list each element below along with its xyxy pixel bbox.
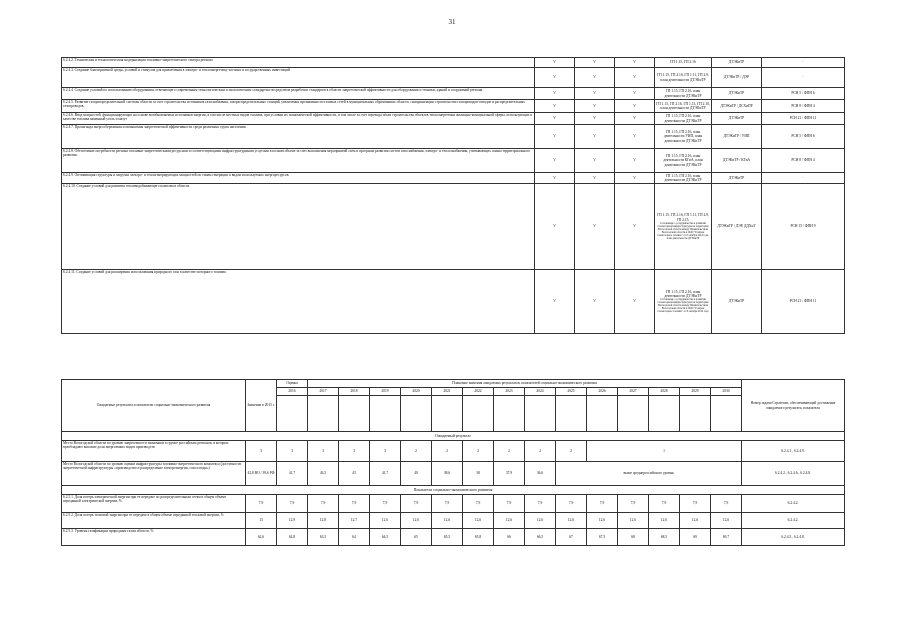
mark-2026-2030-text: V — [633, 103, 636, 108]
measure-documents-text: ГП 1.15, ГП 2.16, план деятельности КГиА, план деятельности ДТЭКиТР — [663, 154, 703, 167]
result-task: 6.2.4.1., 6.2.4.9. — [742, 441, 845, 462]
indicator-value: 7,9 — [401, 495, 432, 513]
measure-row — [62, 173, 845, 184]
mark-2021-2025-text: V — [593, 103, 596, 108]
mark-2021-2025 — [575, 113, 615, 125]
measure-executor — [712, 113, 762, 125]
indicator-task: 6.2.4.2. — [742, 513, 845, 529]
mark-2026-2030 — [615, 113, 655, 125]
header-spacer-cell — [308, 396, 339, 432]
measure-executor — [712, 270, 762, 334]
header-base: Значение в 2015 г. — [246, 380, 277, 432]
measure-row — [62, 184, 845, 270]
measure-executor — [712, 173, 762, 184]
measure-text-text: 6.2.4.7. Пропаганда энергосбережения и повышения энергетической эффективности среди различных групп населения. — [63, 125, 247, 129]
measure-text-text: 6.2.4.8. Обеспечение потребности региона топливно-энергетическими ресурсами и соответствующими инфраструктурными услугами в полном объеме за счет выполнения мероприятий схем и программ развития систем газоснабжения, электро- и теплоснабжения, учитывающих планы территориального развития. — [63, 149, 531, 158]
year-header: 2030 — [711, 388, 742, 396]
result-value: 3 — [339, 441, 370, 462]
indicator-value: 65,5 — [432, 529, 463, 546]
indicator-value: 67 — [556, 529, 587, 546]
indicator-row — [62, 513, 845, 529]
indicator-value: 12,7 — [339, 513, 370, 529]
result-value: 2 — [556, 441, 587, 462]
measure-documents — [655, 125, 712, 149]
measure-row — [62, 58, 845, 68]
mark-2026-2030 — [615, 88, 655, 100]
year-header: 2023 — [494, 388, 525, 396]
result-value: 41,7 — [277, 462, 308, 486]
indicator-label: 6.2.5.2. Доля потерь тепловой энергии при ее передаче в общем объеме переданной тепловой энергии, % — [62, 513, 246, 529]
page-number: 31 — [448, 18, 456, 26]
mark-2021-2025-text: V — [593, 91, 596, 96]
mark-2021-2025 — [575, 88, 615, 100]
mark-2021-2025 — [575, 173, 615, 184]
measure-text — [62, 149, 535, 173]
mark-2026-2030-text: V — [633, 158, 636, 163]
mark-2016-2020 — [535, 173, 575, 184]
measure-row — [62, 125, 845, 149]
year-header: 2022 — [463, 388, 494, 396]
measure-documents — [655, 173, 712, 184]
mark-2021-2025 — [575, 270, 615, 334]
measure-text — [62, 270, 535, 334]
result-base: 42,8 ВО / 39,6 РФ — [246, 462, 277, 486]
indicator-value: 12,6 — [494, 513, 525, 529]
mark-2016-2020-text: V — [553, 116, 556, 121]
mark-2021-2025 — [575, 68, 615, 88]
measure-text — [62, 184, 535, 270]
measure-documents-text: ГП 1.15, ГП 2.16, план деятельности ДТЭКиТР — [664, 89, 702, 98]
indicator-row — [62, 529, 845, 546]
mark-2021-2025-text: V — [593, 224, 596, 229]
result-label: Место Вологодской области по уровню оценки инфраструктуры топливно-энергетического комплекса (доступности энергетической инфраструктуры «производство и распределение электроэнергии, газа и воды») — [62, 462, 246, 486]
result-value: 2 — [401, 441, 432, 462]
mark-2021-2025-text: V — [593, 134, 596, 139]
measure-executor — [712, 149, 762, 173]
measure-executor-text: ДТЭКиТР — [728, 91, 745, 96]
year-header: 2025 — [556, 388, 587, 396]
header-estimate: Оценка — [277, 380, 308, 388]
measure-documents — [655, 58, 712, 68]
year-header: 2029 — [680, 388, 711, 396]
indicator-value: 67,5 — [587, 529, 618, 546]
indicator-label: 6.2.5.3. Уровень газификации природным газом области, % — [62, 529, 246, 546]
mark-2026-2030 — [615, 184, 655, 270]
measure-indicator-text: - — [802, 175, 804, 180]
measure-text-text: 6.2.4.4. Создание условий по использованию оборудования, отвечающего современным технологическим и экологическим стандартам посредством разработки стандартов в области энергетической эффективности для оборудования и техники, зданий и сооружений региона. — [63, 88, 484, 92]
agreement-note: Соглашение о сотрудничестве в развитии газомоторной инфраструктуры на территории Вологодской области между Правительством Вологодской области и ООО "Газпром газомоторное топливо" от 8 октября 2014 года, план деятельности ДТЭКиТР — [657, 221, 709, 240]
mark-2016-2020-text: V — [553, 75, 556, 80]
mark-2016-2020-text: V — [553, 175, 556, 180]
measure-text-text: 6.2.4.2. Техническая и технологическая модернизация топливно-энергетического сектора региона — [63, 58, 213, 62]
indicator-value: 7,9 — [618, 495, 649, 513]
measure-text-text: 6.2.4.3. Создание благоприятной среды, условий и стимулов для привлечения в электро- и теплоэнергетику частных и государственных инвестиций — [63, 68, 290, 72]
mark-2021-2025-text: V — [593, 75, 596, 80]
measure-documents-text: ГП 1.15, ГП 2.16, план деятельности ДТЭКиТР — [664, 173, 702, 182]
measure-documents-text: ГП 1.15, ГП 2.16, план деятельности ДТЭКиТР — [664, 289, 702, 298]
indicator-value: 7,9 — [463, 495, 494, 513]
mark-2016-2020 — [535, 113, 575, 125]
mark-2016-2020 — [535, 125, 575, 149]
measure-documents-text: ГП 1.15, ГП 2.16 — [670, 60, 696, 65]
indicator-value: 66 — [494, 529, 525, 546]
indicator-base: 13 — [246, 513, 277, 529]
result-value: 2 — [463, 441, 494, 462]
indicator-value: 12,6 — [711, 513, 742, 529]
mark-2016-2020 — [535, 58, 575, 68]
mark-2016-2020-text: V — [553, 134, 556, 139]
mark-2021-2025-text: V — [593, 116, 596, 121]
year-header: 2024 — [525, 388, 556, 396]
indicator-value: 7,9 — [370, 495, 401, 513]
result-value: 40 — [401, 462, 432, 486]
mark-2016-2020 — [535, 270, 575, 334]
measure-text — [62, 58, 535, 68]
indicator-value: 12,6 — [401, 513, 432, 529]
measure-documents — [655, 88, 712, 100]
measure-indicator-text: - — [802, 75, 804, 80]
mark-2021-2025 — [575, 125, 615, 149]
year-header: 2020 — [401, 388, 432, 396]
year-header: 2028 — [649, 388, 680, 396]
measure-executor — [712, 125, 762, 149]
measure-row — [62, 68, 845, 88]
indicator-value: 7,9 — [432, 495, 463, 513]
measure-row — [62, 149, 845, 173]
year-header: 2016 — [277, 388, 308, 396]
result-value: 3 — [308, 441, 339, 462]
measure-indicator-text: РСН 15 / ФПН 9 — [790, 224, 816, 229]
mark-2021-2025-text: V — [593, 175, 596, 180]
measure-executor — [712, 184, 762, 270]
mark-2026-2030-text: V — [633, 134, 636, 139]
indicator-value: 7,9 — [308, 495, 339, 513]
header-spacer-cell — [556, 396, 587, 432]
measure-executor — [712, 88, 762, 100]
measure-indicator-text: РСН 8 / ФПН 4 — [791, 158, 815, 163]
measure-text-text: 6.2.4.5. Развитие газораспределительной системы области за счет строительства источников газоснабжения, газораспределительных станций, увеличения протяженности газовых сетей в муниципальных образованиях области, синхронизации строительства газопроводов-отводов и распределительных газопроводов. — [63, 100, 525, 109]
mark-2021-2025-text: V — [593, 299, 596, 304]
result-value: 37,9 — [494, 462, 525, 486]
measure-documents — [655, 100, 712, 113]
results-header-row — [62, 380, 845, 388]
measure-indicator — [762, 68, 845, 88]
result-value: 3 — [277, 441, 308, 462]
measure-indicator — [762, 100, 845, 113]
agreement-note: Соглашение о сотрудничестве в развитии газомоторной инфраструктуры на территории Вологодской области между Правительством Вологодской области и ООО "Газпром газомоторное топливо" от 8 октября 2014 года — [657, 298, 709, 314]
indicator-value: 69,7 — [711, 529, 742, 546]
header-spacer-cell — [525, 396, 556, 432]
section-title: Показатели социально-экономического развития — [62, 486, 845, 495]
section-row — [62, 432, 845, 441]
header-spacer-cell — [463, 396, 494, 432]
measure-indicator — [762, 88, 845, 100]
result-value: 41,7 — [370, 462, 401, 486]
mark-2016-2020-text: V — [553, 224, 556, 229]
result-value: 38 — [463, 462, 494, 486]
header-spacer-cell — [711, 396, 742, 432]
result-value: 3 — [370, 441, 401, 462]
measure-documents-text: ГП 1.15, ГП 2.16, ГП 1.13, ГП 2.10, план деятельности ДТЭКиТР — [656, 101, 710, 110]
header-spacer-cell — [649, 396, 680, 432]
measure-documents-text: ГП 1.15, ГП 2.16, план деятельности УИП, план деятельности ДТЭКиТР — [663, 130, 703, 143]
indicator-value: 68 — [618, 529, 649, 546]
mark-2016-2020 — [535, 68, 575, 88]
result-value: 43 — [339, 462, 370, 486]
mark-2026-2030-text: V — [633, 224, 636, 229]
year-header: 2019 — [370, 388, 401, 396]
result-label: Место Вологодской области по уровню энергоемкости экономики в группе российских регионов, в которых преобладают высокие доли энергоемких видов производств — [62, 441, 246, 462]
indicator-value: 12,6 — [370, 513, 401, 529]
indicator-value: 64,5 — [370, 529, 401, 546]
measure-executor-text: ДТЭКиТР / УИП — [723, 134, 750, 139]
measure-indicator — [762, 270, 845, 334]
mark-2026-2030-text: V — [633, 116, 636, 121]
measure-indicator — [762, 58, 845, 68]
measure-text-text: 6.2.4.9. Оптимизация структуры и загрузки электро- и теплогенерирующих мощностей по типам генерации и видам используемых энергоресурсов. — [63, 173, 290, 177]
mark-2021-2025 — [575, 100, 615, 113]
result-value: 38,6 — [432, 462, 463, 486]
indicator-value: 7,9 — [494, 495, 525, 513]
measure-text-text: 6.2.4.11. Создание условий для расширения использования природного газа в качестве моторного топлива. — [63, 270, 227, 274]
section-title: Ожидаемый результат — [62, 432, 845, 441]
mark-2021-2025-text: V — [593, 158, 596, 163]
measure-documents-text: ГП 1.15, ГП 2.16, план деятельности ДТЭКиТР — [664, 114, 702, 123]
mark-2016-2020-text: V — [553, 299, 556, 304]
indicator-value: 7,9 — [711, 495, 742, 513]
indicator-value: 12,6 — [618, 513, 649, 529]
indicator-task: 6.2.4.5., 6.2.4.8. — [742, 529, 845, 546]
result-value: 2 — [432, 441, 463, 462]
measure-indicator-text: РСН 21 / ФПН 11 — [789, 116, 817, 121]
year-header: 2017 — [308, 388, 339, 396]
indicator-value: 12,6 — [463, 513, 494, 529]
indicator-value: 65,8 — [463, 529, 494, 546]
result-task: 6.2.4.2., 6.2.4.6., 6.2.4.8. — [742, 462, 845, 486]
mark-2021-2025-text: V — [593, 60, 596, 65]
result-merged: выше среднероссийского уровня — [556, 462, 742, 486]
year-header: 2026 — [587, 388, 618, 396]
header-task: Номер задачи Стратегии, обеспечивающей достижение ожидаемого результата, показателя — [742, 380, 845, 432]
indicator-task: 6.2.4.2. — [742, 495, 845, 513]
indicator-value: 12,6 — [587, 513, 618, 529]
measure-text — [62, 113, 535, 125]
header-spacer-cell — [401, 396, 432, 432]
indicator-value: 7,9 — [556, 495, 587, 513]
measure-indicator-text: - — [802, 60, 804, 65]
year-header: 2018 — [339, 388, 370, 396]
mark-2026-2030 — [615, 270, 655, 334]
result-row — [62, 441, 845, 462]
indicator-value: 7,9 — [525, 495, 556, 513]
mark-2021-2025 — [575, 58, 615, 68]
indicator-value: 64 — [339, 529, 370, 546]
mark-2026-2030-text: V — [633, 75, 636, 80]
header-spacer-cell — [370, 396, 401, 432]
mark-2021-2025 — [575, 149, 615, 173]
mark-2026-2030-text: V — [633, 299, 636, 304]
indicator-value: 66,5 — [525, 529, 556, 546]
result-base: 3 — [246, 441, 277, 462]
mark-2026-2030-text: V — [633, 175, 636, 180]
mark-2026-2030-text: V — [633, 60, 636, 65]
results-table — [61, 379, 845, 546]
indicator-value: 12,6 — [649, 513, 680, 529]
indicator-value: 12,9 — [277, 513, 308, 529]
measure-documents-text: ГП 1.15, ГП 2.16, ГП 1.11, ГП 2.9, план деятельности ДТЭКиТР — [657, 73, 709, 82]
mark-2016-2020-text: V — [553, 60, 556, 65]
measure-text — [62, 88, 535, 100]
result-merged: 1 — [587, 441, 742, 462]
indicator-value: 12,6 — [432, 513, 463, 529]
indicator-value: 69 — [680, 529, 711, 546]
indicator-label: 6.2.5.1. Доля потерь электрической энергии при ее передаче по распределительным сетям в общем объеме переданной электрической энергии, % — [62, 495, 246, 513]
result-value: 2 — [525, 441, 556, 462]
measure-text-text: 6.2.4.10. Создание условий для развития топливодобывающего комплекса области. — [63, 184, 191, 188]
measure-executor-text: ДТЭКиТР — [728, 175, 745, 180]
measure-indicator-text: РСН 5 / ФПН 6 — [791, 91, 815, 96]
measure-executor-text: ДТЭКиТР / ДСХиПР — [720, 103, 753, 108]
measure-documents — [655, 68, 712, 88]
measure-text — [62, 173, 535, 184]
indicator-value: 7,9 — [649, 495, 680, 513]
header-spacer-cell — [587, 396, 618, 432]
measure-documents — [655, 149, 712, 173]
header-spacer-cell — [339, 396, 370, 432]
measure-executor-text: ДТЭКиТР — [728, 116, 745, 121]
mark-2016-2020 — [535, 88, 575, 100]
indicator-value: 12,6 — [525, 513, 556, 529]
measure-executor-text: ДТЭКиТР — [728, 299, 745, 304]
header-spacer-cell — [618, 396, 649, 432]
measure-indicator-text: РСН 8 / ФПН 4 — [791, 103, 815, 108]
indicator-value: 7,9 — [680, 495, 711, 513]
measure-text-text: 6.2.4.6. Ввод мощностей, функционирующих на основе возобновляемых источников энергии, в том числе местных видов топлива, при условии их экономической эффективности, в том числе за счет перевода и/или строительства объектов теплоэнергетики жилищно-коммунальной сферы, использующих в качестве топлива каменный уголь и мазут — [63, 113, 533, 122]
measure-indicator-text: РСН 21 / ФПН 11 — [789, 299, 817, 304]
mark-2026-2030-text: V — [633, 91, 636, 96]
measures-table — [61, 57, 845, 334]
measure-indicator-text: РСН 5 / ФПН 6 — [791, 134, 815, 139]
measure-row — [62, 270, 845, 334]
measure-indicator — [762, 173, 845, 184]
header-spacer-cell — [277, 396, 308, 432]
measure-documents — [655, 184, 712, 270]
mark-2021-2025 — [575, 184, 615, 270]
measure-executor-text: ДТЭКиТР / КГиА — [722, 158, 751, 163]
indicator-value: 12,8 — [308, 513, 339, 529]
header-spacer-cell — [432, 396, 463, 432]
mark-2026-2030 — [615, 100, 655, 113]
result-value: 36,6 — [525, 462, 556, 486]
measure-executor-text: ДТЭКиТР / ДЭР — [723, 75, 750, 80]
mark-2016-2020-text: V — [553, 91, 556, 96]
measure-row — [62, 113, 845, 125]
mark-2026-2030 — [615, 68, 655, 88]
mark-2026-2030 — [615, 125, 655, 149]
header-plan: Плановые значения ожидаемых результатов, показателей социально-экономического развития — [308, 380, 742, 388]
measure-executor-text: ДТЭКиТР / ДЭР, ДДХиТ — [717, 224, 756, 229]
header-spacer-cell — [680, 396, 711, 432]
indicator-base: 7,9 — [246, 495, 277, 513]
measure-text — [62, 68, 535, 88]
indicator-value: 62,8 — [277, 529, 308, 546]
measure-documents — [655, 270, 712, 334]
mark-2026-2030 — [615, 173, 655, 184]
measure-executor — [712, 68, 762, 88]
measure-indicator — [762, 113, 845, 125]
measure-executor-text: ДТЭКиТР — [728, 60, 745, 65]
year-header: 2021 — [432, 388, 463, 396]
measure-indicator — [762, 184, 845, 270]
header-spacer-cell — [494, 396, 525, 432]
mark-2016-2020 — [535, 100, 575, 113]
measure-row — [62, 100, 845, 113]
indicator-value: 7,9 — [587, 495, 618, 513]
mark-2026-2030 — [615, 58, 655, 68]
mark-2026-2030 — [615, 149, 655, 173]
measure-row — [62, 88, 845, 100]
section-row — [62, 486, 845, 495]
header-label: Ожидаемые результаты и показатели социально-экономического развития — [62, 380, 246, 432]
measure-text — [62, 100, 535, 113]
result-row — [62, 462, 845, 486]
indicator-value: 63,5 — [308, 529, 339, 546]
indicator-value: 65 — [401, 529, 432, 546]
result-value: 43,5 — [308, 462, 339, 486]
mark-2016-2020 — [535, 184, 575, 270]
measure-documents-text: ГП 1.15, ГП 2.16, ГП 1.11, ГП 2.9, ГП 2.15, — [657, 213, 709, 222]
mark-2016-2020-text: V — [553, 103, 556, 108]
mark-2016-2020-text: V — [553, 158, 556, 163]
indicator-value: 12,6 — [556, 513, 587, 529]
mark-2016-2020 — [535, 149, 575, 173]
measure-text — [62, 125, 535, 149]
indicator-value: 68,5 — [649, 529, 680, 546]
measure-indicator — [762, 149, 845, 173]
measure-executor — [712, 58, 762, 68]
indicator-row — [62, 495, 845, 513]
indicator-base: 62,6 — [246, 529, 277, 546]
measure-documents — [655, 113, 712, 125]
result-value: 2 — [494, 441, 525, 462]
measure-executor — [712, 100, 762, 113]
indicator-value: 7,9 — [339, 495, 370, 513]
indicator-value: 12,6 — [680, 513, 711, 529]
indicator-value: 7,9 — [277, 495, 308, 513]
measure-indicator — [762, 125, 845, 149]
year-header: 2027 — [618, 388, 649, 396]
